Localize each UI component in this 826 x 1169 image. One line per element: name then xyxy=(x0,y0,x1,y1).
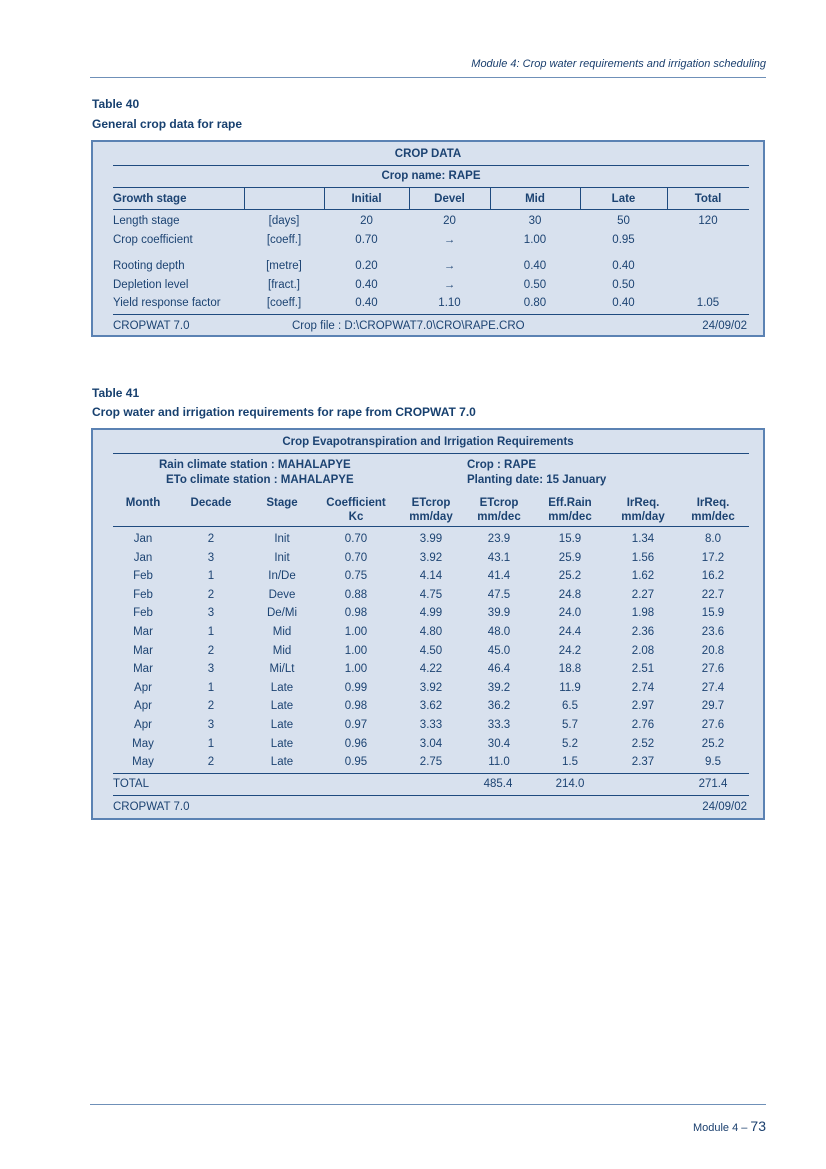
table40-cell: [coeff.] xyxy=(266,234,302,246)
table41-cell: 23.9 xyxy=(487,533,511,545)
table41-cell: 25.2 xyxy=(701,737,725,750)
table41-cell: 2 xyxy=(207,700,215,713)
table41-cell: 2 xyxy=(207,533,215,545)
table41-cell: 0.75 xyxy=(344,570,368,583)
page-number xyxy=(693,1118,766,1134)
table41-cell: Apr xyxy=(134,700,152,713)
table41-header-cell: mm/dec xyxy=(548,511,592,523)
table41-cell: 2 xyxy=(207,756,215,769)
table40-cell: 0.40 xyxy=(355,297,378,309)
table40-cell: → xyxy=(443,234,456,246)
table40-header-cell: Total xyxy=(694,193,722,205)
table41-cell: Late xyxy=(270,681,294,694)
table40-caption: General crop data for rape xyxy=(92,117,243,131)
table41-cell: 39.9 xyxy=(487,607,511,620)
table41-cell: 29.7 xyxy=(701,700,725,713)
table41-cell: 24.0 xyxy=(558,607,582,620)
table41-cell: 2.37 xyxy=(631,756,655,769)
table40-cell: 0.95 xyxy=(612,234,635,246)
table41-title: Crop Evapotranspiration and Irrigation Requirements xyxy=(282,436,574,448)
table40-cell: 0.40 xyxy=(523,260,547,272)
divider xyxy=(113,165,749,166)
table41-cell: 3 xyxy=(207,663,215,676)
table41-cell: 25.2 xyxy=(558,570,582,583)
table40-cell: 1.00 xyxy=(523,234,547,246)
total-label: TOTAL xyxy=(113,778,149,790)
table40-cell: 0.50 xyxy=(612,279,635,291)
table40-cell: Depletion level xyxy=(113,279,189,291)
table41-cell: 2.74 xyxy=(631,681,655,694)
divider xyxy=(113,314,749,315)
table41-header-cell: Decade xyxy=(190,497,232,509)
table40-header-cell: Initial xyxy=(351,193,382,205)
table41-cell: 16.2 xyxy=(701,570,725,583)
table41-cell: 4.75 xyxy=(419,588,443,601)
header-rule xyxy=(90,77,766,78)
divider xyxy=(113,453,749,454)
table41-cell: 36.2 xyxy=(487,700,511,713)
table41-cell: 4.80 xyxy=(419,626,443,638)
table40-cell: Rooting depth xyxy=(113,260,185,272)
table41-cell: 2.51 xyxy=(631,663,655,676)
table40-cell: 0.40 xyxy=(612,260,635,272)
table41-cell: 9.5 xyxy=(705,756,721,769)
table40-cell: [coeff.] xyxy=(266,297,302,309)
table41-cell: 0.70 xyxy=(344,533,368,545)
table41-cell: 46.4 xyxy=(487,663,511,676)
table41-cell: 2.76 xyxy=(631,719,655,731)
table41-label: Table 41 xyxy=(92,386,140,400)
table41-cell: 15.9 xyxy=(701,607,725,620)
table41-cell: Feb xyxy=(133,570,153,583)
table40-header-cell: Devel xyxy=(434,193,465,205)
table41-cell: 22.7 xyxy=(701,588,725,601)
footer-rule xyxy=(90,1104,766,1105)
table40-cell: Length stage xyxy=(113,215,180,227)
total-irreq: 271.4 xyxy=(698,778,728,790)
table41-cell: 3.92 xyxy=(419,551,443,564)
planting-date: Planting date: 15 January xyxy=(467,474,607,486)
table41-cell: 4.50 xyxy=(419,644,443,657)
table41-header-cell: Stage xyxy=(266,497,298,509)
table41-footer-program: CROPWAT 7.0 xyxy=(113,801,190,813)
table41-cell: Apr xyxy=(134,719,152,731)
table41-cell: 23.6 xyxy=(701,626,725,638)
table41-cell: 27.4 xyxy=(701,681,725,694)
table41-cell: 17.2 xyxy=(701,551,725,564)
table41-cell: 1.00 xyxy=(344,626,368,638)
table41-cell: 1 xyxy=(207,737,215,750)
table40-cell: [metre] xyxy=(266,260,302,272)
table41-header-cell: Month xyxy=(125,497,161,509)
table41-cell: 3 xyxy=(207,607,215,620)
table41-cell: 3.99 xyxy=(419,533,443,545)
table41-cell: 2 xyxy=(207,644,215,657)
table41-cell: 1 xyxy=(207,570,215,583)
divider xyxy=(113,187,749,188)
table41-cell: Mi/Lt xyxy=(269,663,295,676)
table41-cell: 45.0 xyxy=(487,644,511,657)
total-etcrop: 485.4 xyxy=(483,778,513,790)
table41-cell: 1.34 xyxy=(631,533,655,545)
table41-cell: 2.97 xyxy=(631,700,655,713)
table41-cell: 1 xyxy=(207,681,215,694)
divider xyxy=(113,773,749,774)
divider xyxy=(113,209,749,210)
table41-header-cell: IrReq. xyxy=(696,497,730,509)
table40-header-cell: Late xyxy=(611,193,636,205)
table40-cell: → xyxy=(443,279,456,291)
table41-cell: Mar xyxy=(133,663,153,676)
table40-cell: 0.40 xyxy=(355,279,378,291)
table41-cell: Jan xyxy=(133,551,153,564)
table41-cell: 4.14 xyxy=(419,570,443,583)
table41-cell: De/Mi xyxy=(266,607,298,620)
table41-cell: 0.98 xyxy=(344,700,368,713)
table41-cell: 43.1 xyxy=(487,551,511,564)
page-number-value: 73 xyxy=(750,1118,766,1134)
table41-cell: Feb xyxy=(133,588,153,601)
table41-cell: 0.95 xyxy=(344,756,368,769)
table41-header-cell: mm/dec xyxy=(691,511,735,523)
table40-cell: 0.80 xyxy=(523,297,547,309)
table40-footer-file: Crop file : D:\CROPWAT7.0\CRO\RAPE.CRO xyxy=(292,320,525,332)
table40-cell: 50 xyxy=(617,215,630,227)
table41-cell: Mid xyxy=(272,626,292,638)
table40-cell: 30 xyxy=(528,215,542,227)
table40-footer-date: 24/09/02 xyxy=(702,320,747,332)
table41-cell: 5.2 xyxy=(562,737,578,750)
table41-cell: 11.9 xyxy=(559,681,581,694)
table41-footer-date: 24/09/02 xyxy=(702,801,747,813)
table40-cell: 20 xyxy=(360,215,373,227)
table40-cell: 0.70 xyxy=(355,234,378,246)
table41-cell: 24.2 xyxy=(558,644,582,657)
table41-cell: 41.4 xyxy=(487,570,511,583)
table40-footer-program: CROPWAT 7.0 xyxy=(113,320,190,332)
table40-cell: 1.10 xyxy=(438,297,461,309)
page-number-prefix: Module 4 – xyxy=(692,1122,751,1134)
table40-cell: → xyxy=(443,260,456,272)
table40-header-cell: Mid xyxy=(525,193,545,205)
table41-header-cell: mm/day xyxy=(621,511,665,523)
table41-cell: 6.5 xyxy=(562,700,578,713)
table41-cell: 1.00 xyxy=(344,663,368,676)
table41-cell: 15.9 xyxy=(558,533,582,545)
table40-title: CROP DATA xyxy=(394,148,462,160)
table40-cell: [days] xyxy=(268,215,300,227)
table41-cell: 3.33 xyxy=(419,719,443,731)
table41-cell: 8.0 xyxy=(705,533,721,545)
table41-caption: Crop water and irrigation requirements for rape from CROPWAT 7.0 xyxy=(92,405,476,419)
table41-cell: Deve xyxy=(268,588,296,601)
table41-cell: 11.0 xyxy=(488,756,510,769)
table41-cell: 24.4 xyxy=(558,626,582,638)
table41-cell: 48.0 xyxy=(487,626,511,638)
table40-label: Table 40 xyxy=(92,97,140,111)
table41-cell: 2.52 xyxy=(631,737,655,750)
table41-cell: 39.2 xyxy=(487,681,511,694)
table41-cell: May xyxy=(132,737,154,750)
table41-cell: Late xyxy=(270,700,294,713)
table41-cell: 3 xyxy=(207,719,215,731)
table41-cell: 30.4 xyxy=(487,737,511,750)
table41-cell: Late xyxy=(270,737,294,750)
table41-cell: Mar xyxy=(133,644,153,657)
table41-cell: 18.8 xyxy=(558,663,582,676)
table41-cell: 33.3 xyxy=(487,719,511,731)
table41-cell: 0.97 xyxy=(344,719,368,731)
table41-box xyxy=(91,428,765,820)
table41-cell: 3.92 xyxy=(419,681,443,694)
table41-cell: 1.56 xyxy=(631,551,655,564)
table40-header-cell: Growth stage xyxy=(113,193,187,205)
table41-header-cell: ETcrop xyxy=(479,497,519,509)
table40-crop-name: Crop name: RAPE xyxy=(381,170,481,182)
rain-station: Rain climate station : MAHALAPYE xyxy=(159,459,351,471)
table41-header-cell: Coefficient xyxy=(326,497,386,509)
crop-info: Crop : RAPE xyxy=(467,459,536,471)
table41-cell: 2.75 xyxy=(419,756,443,769)
table41-cell: 3.62 xyxy=(419,700,443,713)
table41-cell: Feb xyxy=(133,607,153,620)
table41-cell: 20.8 xyxy=(701,644,725,657)
table41-cell: May xyxy=(132,756,154,769)
table40-cell: 20 xyxy=(443,215,456,227)
table41-cell: 1 xyxy=(207,626,215,638)
table41-cell: 4.99 xyxy=(419,607,443,620)
table41-cell: 2.27 xyxy=(631,588,655,601)
table40-cell: 0.40 xyxy=(612,297,635,309)
table41-cell: 0.98 xyxy=(344,607,368,620)
table41-cell: 2.08 xyxy=(631,644,655,657)
table41-cell: 25.9 xyxy=(558,551,582,564)
table41-cell: 2.36 xyxy=(631,626,655,638)
running-header: Module 4: Crop water requirements and irrigation scheduling xyxy=(471,58,766,70)
table41-cell: 0.99 xyxy=(344,681,368,694)
table41-cell: 3 xyxy=(207,551,215,564)
table41-header-cell: Kc xyxy=(348,511,364,523)
table40-cell: Yield response factor xyxy=(113,297,221,309)
table41-cell: Apr xyxy=(134,681,152,694)
table41-cell: Mid xyxy=(272,644,292,657)
table41-header-cell: mm/dec xyxy=(477,511,521,523)
table41-cell: Jan xyxy=(133,533,153,545)
table40-cell: 1.05 xyxy=(696,297,720,309)
table41-cell: Init xyxy=(274,533,290,545)
table41-cell: 5.7 xyxy=(562,719,578,731)
divider xyxy=(113,526,749,527)
table41-cell: 1.5 xyxy=(562,756,578,769)
table40-cell: 0.20 xyxy=(355,260,378,272)
col-separator xyxy=(244,188,245,209)
table41-cell: 24.8 xyxy=(558,588,582,601)
table40-cell: 120 xyxy=(698,215,718,227)
table41-cell: 1.98 xyxy=(631,607,655,620)
table41-header-cell: Eff.Rain xyxy=(548,497,592,509)
table41-cell: 0.96 xyxy=(344,737,368,750)
table41-cell: 0.88 xyxy=(344,588,368,601)
table41-cell: Late xyxy=(270,756,294,769)
table41-cell: In/De xyxy=(268,570,296,583)
table41-cell: 2 xyxy=(207,588,215,601)
table41-cell: 1.00 xyxy=(344,644,368,657)
table40-cell: [fract.] xyxy=(268,279,300,291)
table41-header-cell: IrReq. xyxy=(626,497,660,509)
table41-cell: 3.04 xyxy=(419,737,443,750)
table41-cell: Mar xyxy=(133,626,153,638)
table41-cell: 1.62 xyxy=(631,570,655,583)
table41-cell: 27.6 xyxy=(701,719,725,731)
table41-cell: 0.70 xyxy=(344,551,368,564)
table40-cell: 0.50 xyxy=(523,279,547,291)
table41-cell: 4.22 xyxy=(419,663,443,676)
table41-cell: 47.5 xyxy=(487,588,511,601)
table40-cell: Crop coefficient xyxy=(113,234,193,246)
table41-cell: Late xyxy=(270,719,294,731)
table41-cell: Init xyxy=(274,551,290,564)
eto-station: ETo climate station : MAHALAPYE xyxy=(166,474,354,486)
divider xyxy=(113,795,749,796)
table41-header-cell: ETcrop xyxy=(411,497,451,509)
table40-box xyxy=(91,140,765,337)
total-effrain: 214.0 xyxy=(555,778,585,790)
table41-cell: 27.6 xyxy=(701,663,725,676)
table41-header-cell: mm/day xyxy=(409,511,453,523)
